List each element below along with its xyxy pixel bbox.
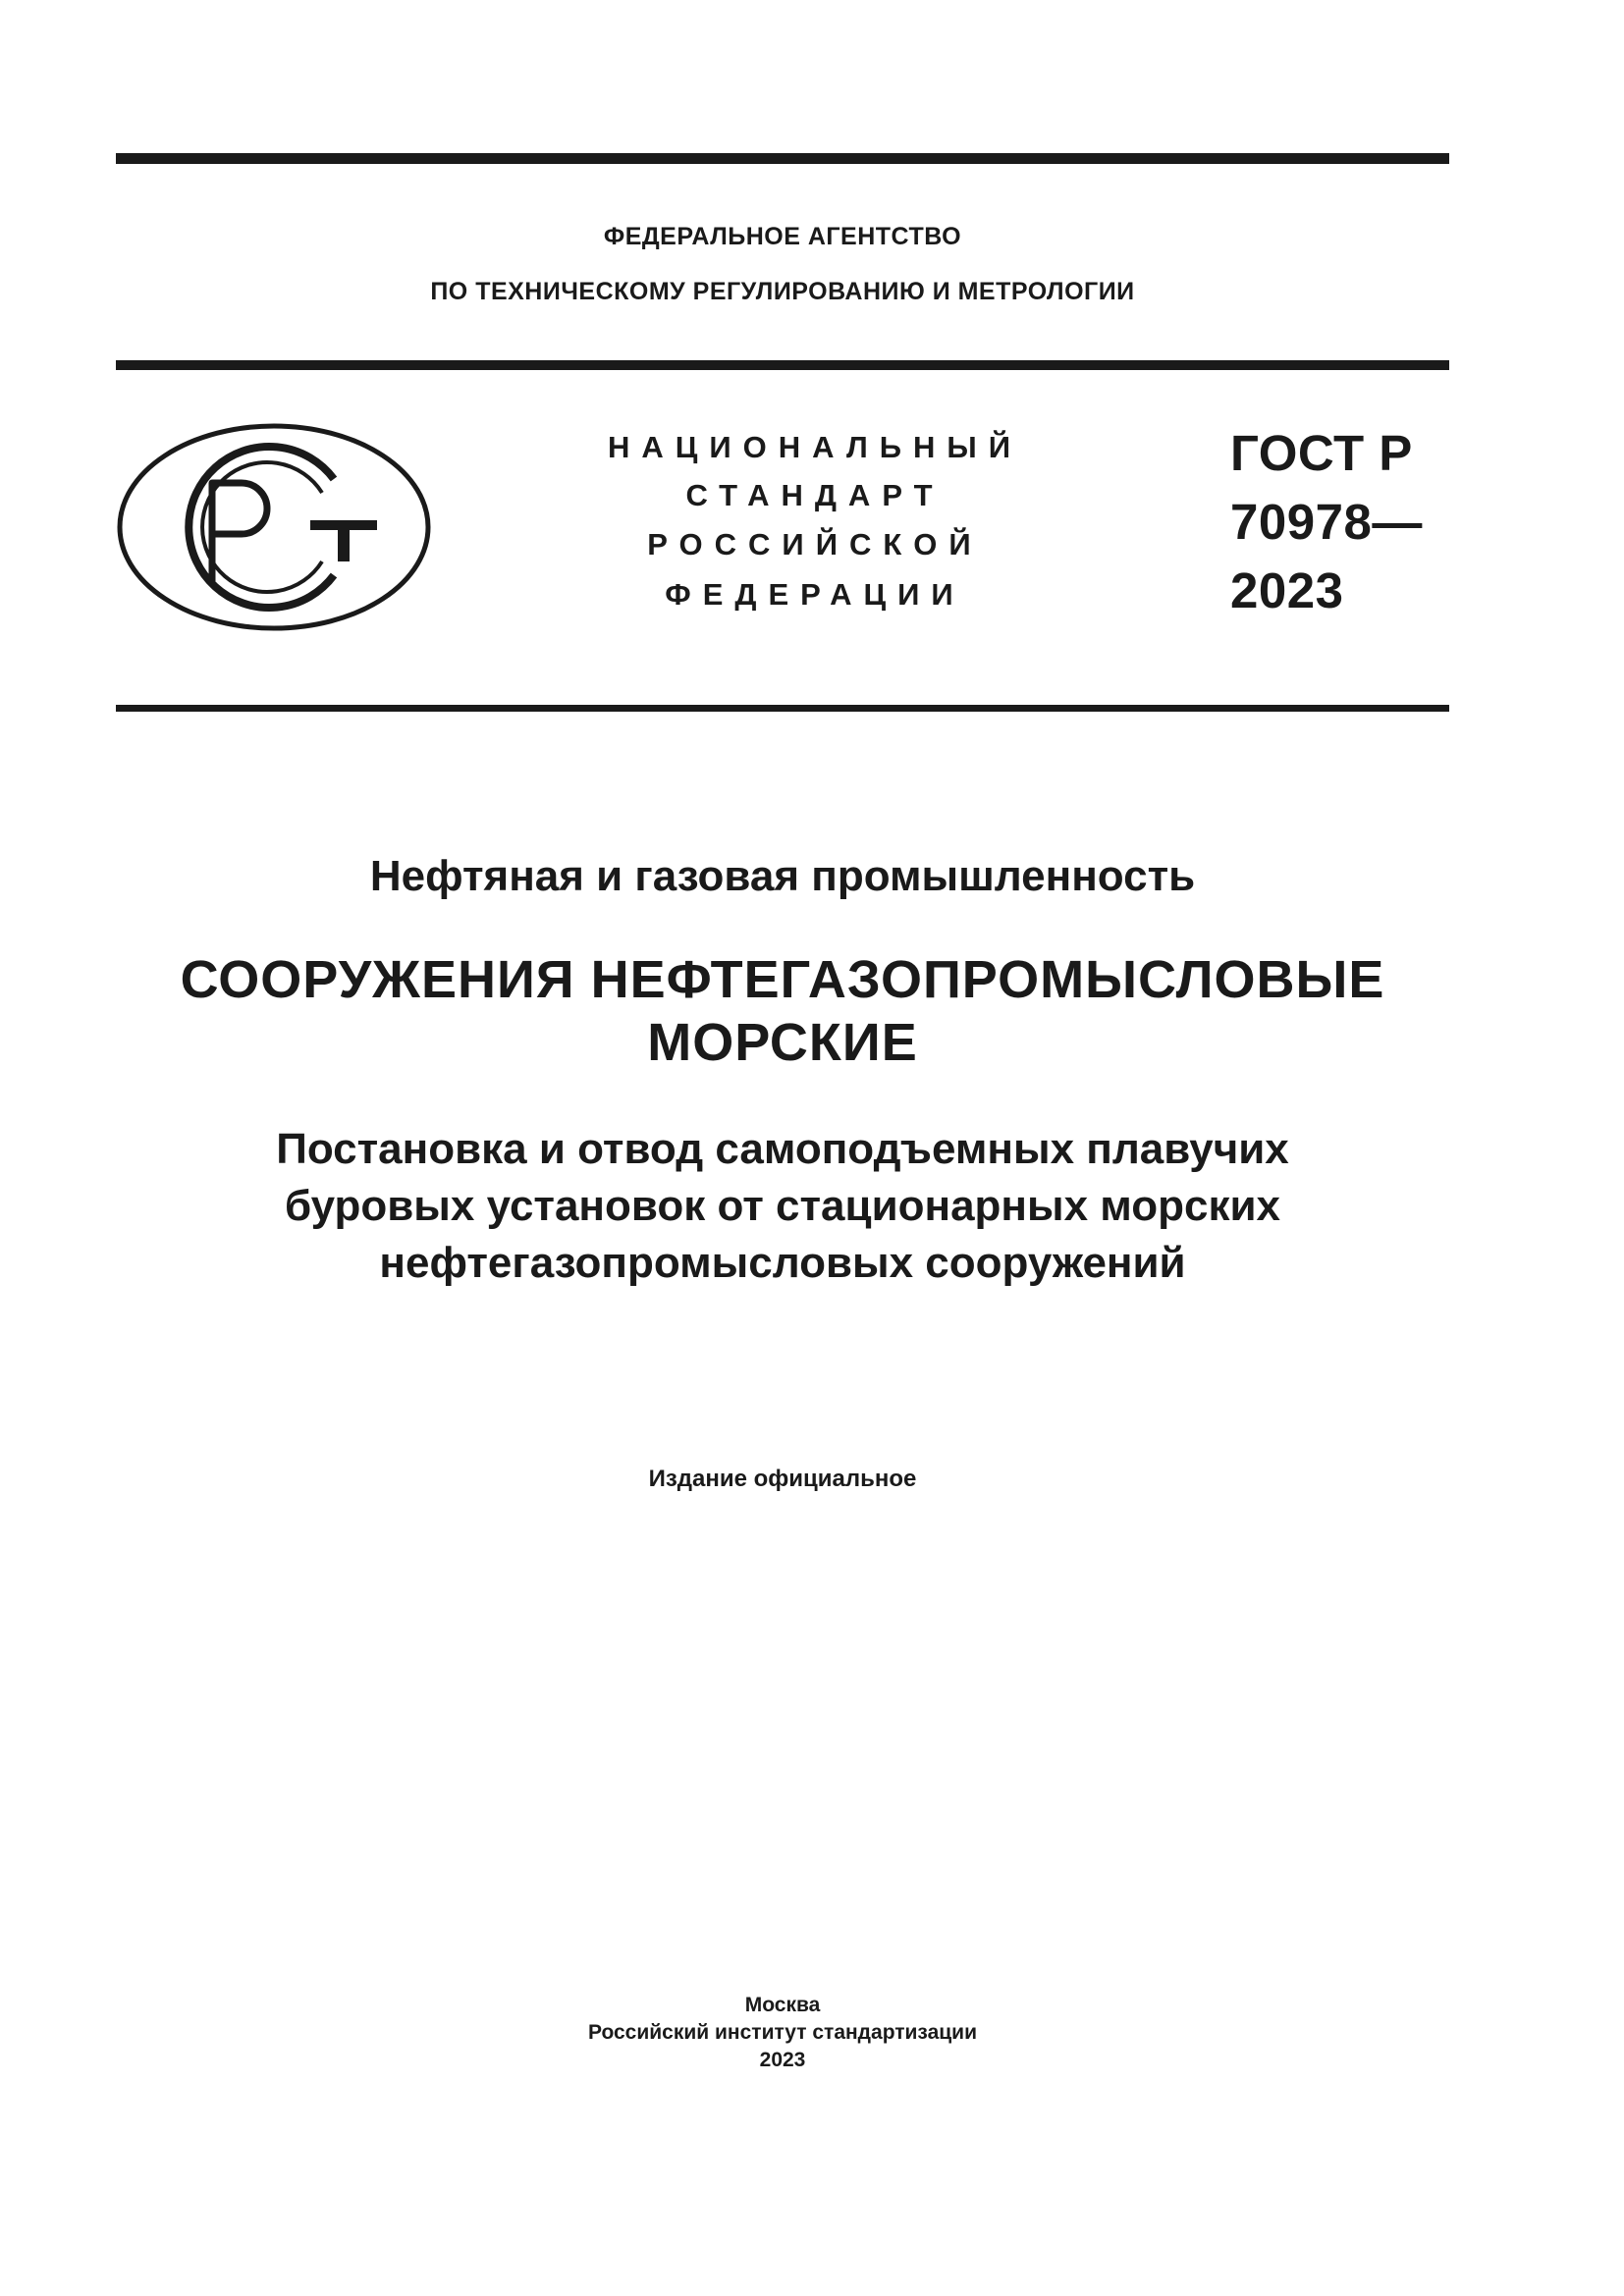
document-subtitle-line-3: нефтегазопромысловых сооружений <box>379 1239 1186 1287</box>
national-standard-line-1: НАЦИОНАЛЬНЫЙ <box>607 430 1023 464</box>
national-standard-line-3: РОССИЙСКОЙ <box>647 527 983 561</box>
document-title <box>116 948 1449 1074</box>
industry-heading: Нефтяная и газовая промышленность <box>369 852 1196 900</box>
imprint <box>116 1992 1449 2074</box>
edition-label: Издание официальное <box>648 1466 917 1492</box>
document-title-line-1: СООРУЖЕНИЯ НЕФТЕГАЗОПРОМЫСЛОВЫЕ <box>180 950 1385 1009</box>
gost-code-line-2: 70978— <box>1230 494 1423 550</box>
gost-code-line-1: ГОСТ Р <box>1230 425 1413 481</box>
imprint-city: Москва <box>744 1994 821 2016</box>
bottom-header-rule <box>116 705 1449 712</box>
gost-code <box>1230 419 1423 625</box>
national-standard-line-2: СТАНДАРТ <box>685 478 945 512</box>
national-standard-line-4: ФЕДЕРАЦИИ <box>665 577 965 612</box>
document-title-line-2: МОРСКИЕ <box>647 1013 918 1072</box>
document-subtitle-line-1: Постановка и отвод самоподъемных плавучих <box>276 1125 1289 1173</box>
imprint-publisher: Российский институт стандартизации <box>587 2021 978 2044</box>
agency-line-2: ПО ТЕХНИЧЕСКОМУ РЕГУЛИРОВАНИЮ И МЕТРОЛОГИИ <box>430 278 1135 305</box>
gost-rst-emblem-icon <box>116 422 432 632</box>
document-subtitle <box>116 1121 1449 1292</box>
gost-code-line-3: 2023 <box>1230 562 1344 618</box>
agency-line-1: ФЕДЕРАЛЬНОЕ АГЕНТСТВО <box>603 223 962 250</box>
header-rule <box>116 360 1449 370</box>
imprint-year: 2023 <box>759 2049 806 2071</box>
top-rule <box>116 153 1449 164</box>
document-subtitle-line-2: буровых установок от стационарных морских <box>285 1182 1280 1230</box>
